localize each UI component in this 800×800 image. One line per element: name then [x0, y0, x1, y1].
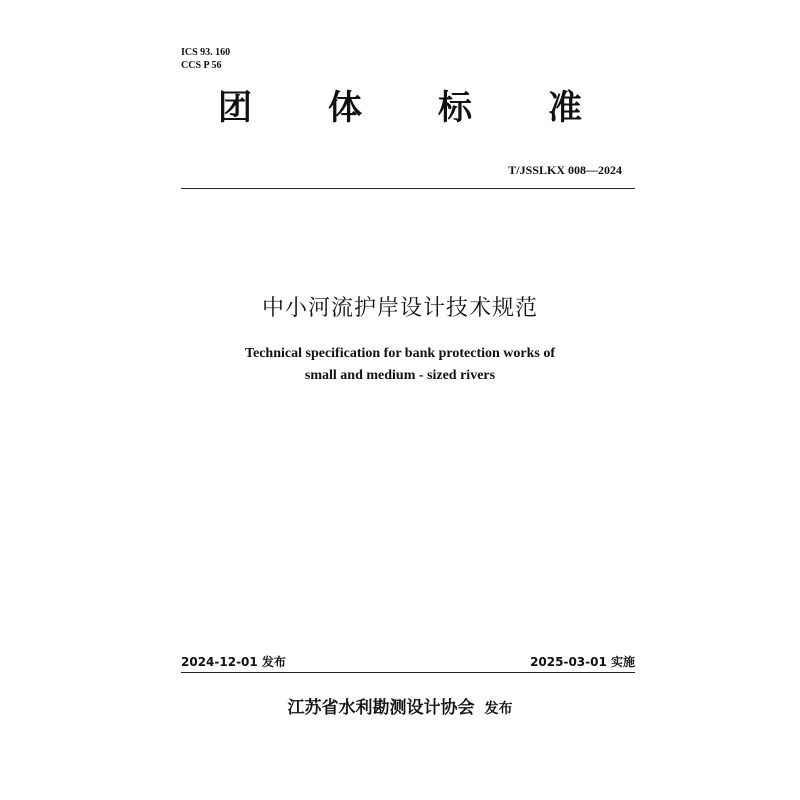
title-chinese: 中小河流护岸设计技术规范: [261, 296, 538, 321]
publisher-organization: 江苏省水利勘测设计协会: [287, 698, 475, 718]
doc-type-char-2: 体: [328, 88, 362, 128]
publisher-line: [0, 697, 800, 720]
doc-type-char-3: 标: [438, 88, 472, 128]
standard-number: T/JSSLKX 008—2024: [508, 163, 622, 177]
title-english: [0, 343, 800, 387]
title-english-line-1: Technical specification for bank protection works of: [244, 346, 556, 361]
ics-code: ICS 93. 160: [181, 47, 231, 58]
publisher-action: 发布: [484, 701, 513, 717]
doc-type-char-1: 团: [218, 88, 252, 128]
effective-date: 2025-03-01 实施: [530, 655, 635, 669]
top-divider: [181, 188, 635, 189]
issue-date: 2024-12-01 发布: [181, 655, 286, 669]
bottom-divider: [181, 672, 635, 673]
title-english-line-2: small and medium - sized rivers: [304, 368, 496, 383]
classification-codes: [181, 46, 230, 72]
doc-type-char-4: 准: [548, 88, 582, 128]
ccs-code: CCS P 56: [181, 60, 222, 71]
document-type-heading: [200, 84, 600, 132]
